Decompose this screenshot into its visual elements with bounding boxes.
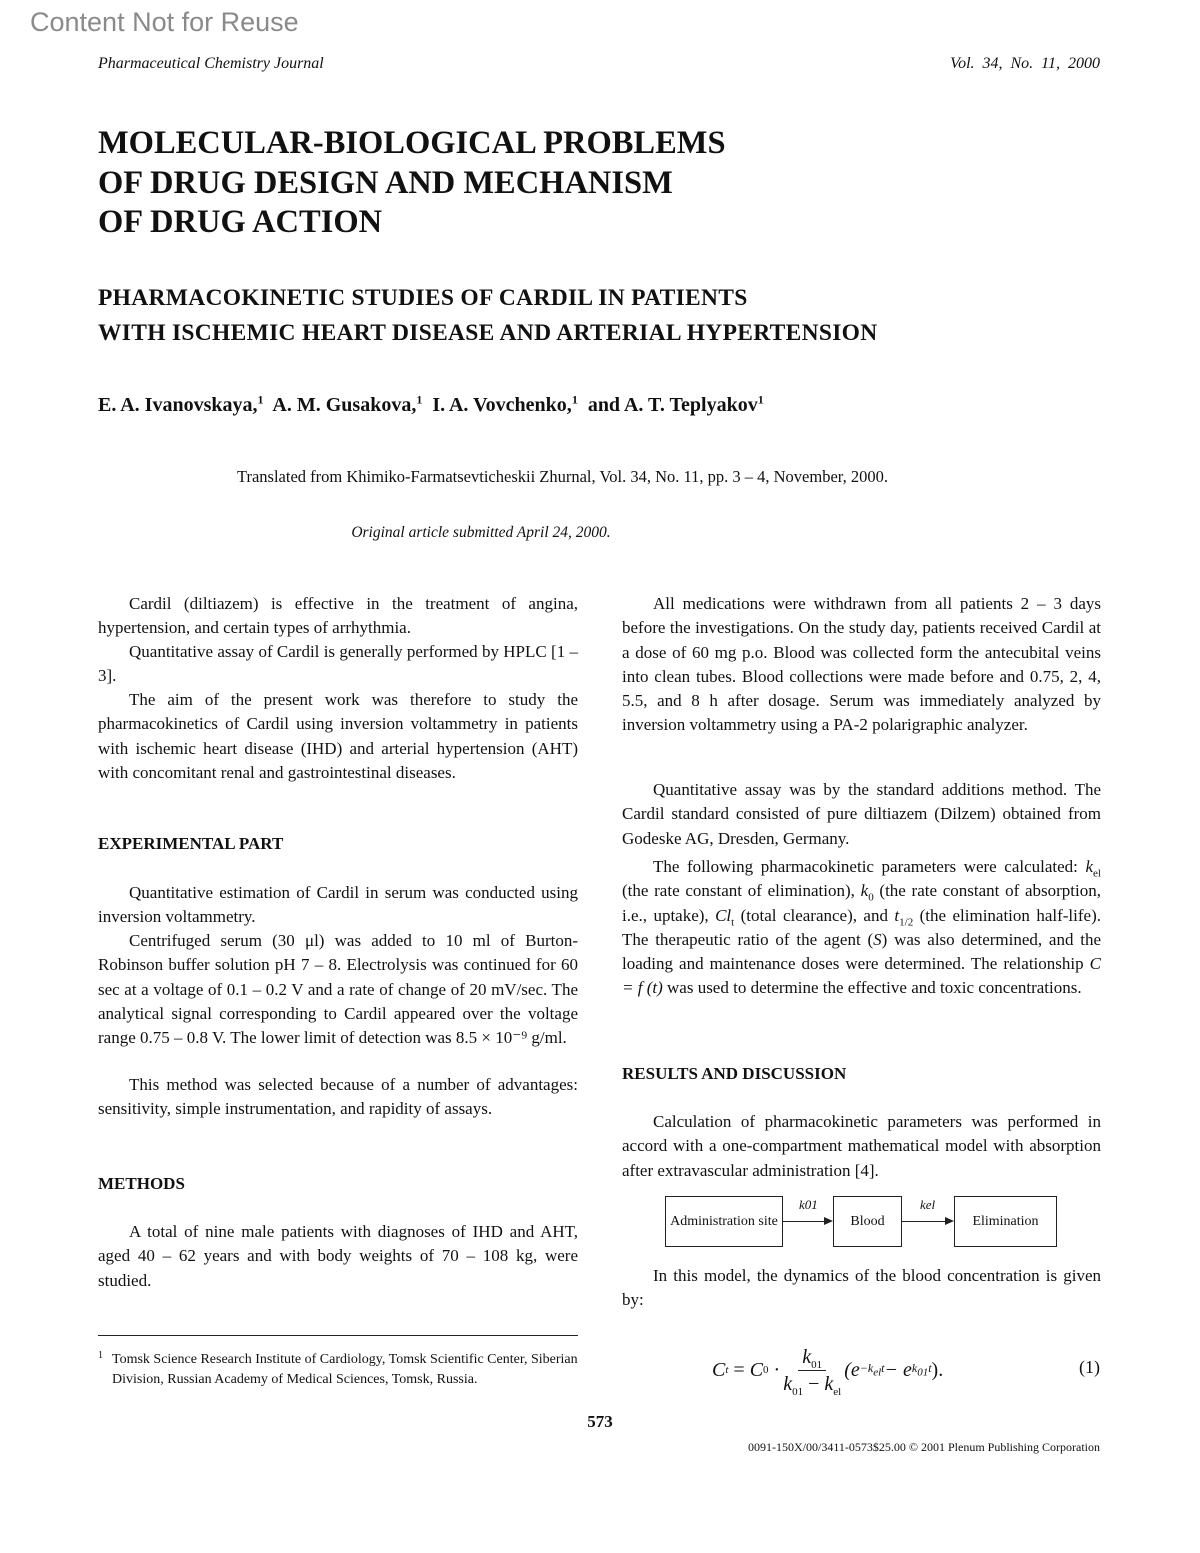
paragraph: This method was selected because of a number of advantages: sensitivity, simple instrumentation, and rapidity of assays. bbox=[98, 1075, 578, 1119]
math: t bbox=[881, 1360, 885, 1375]
paragraph: A total of nine male patients with diagnoses of IHD and AHT, aged 40 – 62 years and with body weights of 70 – 108 kg, were studied. bbox=[98, 1222, 578, 1290]
arrow-icon bbox=[902, 1221, 952, 1222]
submission-note: Original article submitted April 24, 2000. bbox=[351, 524, 611, 541]
paragraph: Cardil (diltiazem) is effective in the treatment of angina, hypertension, and certain types of arrhythmia. bbox=[98, 594, 578, 638]
diagram-box-blood: Blood bbox=[833, 1196, 902, 1247]
math: 01 bbox=[917, 1366, 929, 1379]
author: I. A. Vovchenko, bbox=[432, 394, 572, 416]
section-heading: METHODS bbox=[98, 1174, 185, 1193]
text: (the elimination half-life). The therapeutic ratio of the agent ( bbox=[622, 905, 1101, 949]
affiliation-mark: 1 bbox=[257, 392, 264, 407]
paragraph: The aim of the present work was therefore to study the pharmacokinetics of Cardil using inversion voltammetry in patients with ischemic heart disease (IHD) and arterial hypertension (AHT) with concomitant renal and gastrointestinal diseases. bbox=[98, 690, 578, 782]
math: C = f (t) bbox=[622, 954, 1101, 998]
math: C bbox=[712, 1358, 726, 1381]
affiliation-mark: 1 bbox=[416, 392, 423, 407]
copyright: 0091-150X/00/3411-0573$25.00 © 2001 Plenum Publishing Corporation bbox=[747, 1440, 1100, 1454]
footnote: 1 Tomsk Science Research Institute of Cardiology, Tomsk Scientific Center, Siberian Division, Russian Academy of Medical Sciences, Tomsk, Russia. bbox=[98, 1350, 578, 1387]
math: ). bbox=[931, 1358, 944, 1381]
paragraph: Quantitative assay was by the standard additions method. The Cardil standard consisted of pure diltiazem (Dilzem) obtained from Godeske AG, Dresden, Germany. bbox=[622, 780, 1101, 848]
math: Cl bbox=[715, 905, 732, 925]
math: 1/2 bbox=[899, 915, 914, 928]
journal-name: Pharmaceutical Chemistry Journal bbox=[98, 55, 324, 72]
paragraph: Centrifuged serum (30 μl) was added to 10 ml of Burton-Robinson buffer solution pH 7 – 8. Electrolysis was continued for 60 sec at a voltage of 0.1 – 0.2 V and a rate of change of 20 mV/sec. The analytical signal corresponding to Cardil appeared over the voltage range 0.75 – 0.8 V. The lower limit of detection was 8.5 × 10⁻⁹ g/ml. bbox=[98, 931, 578, 1048]
text: was used to determine the effective and toxic concentrations. bbox=[662, 978, 1082, 998]
math: t bbox=[894, 905, 900, 925]
math: k bbox=[824, 1372, 834, 1395]
author: E. A. Ivanovskaya, bbox=[98, 394, 258, 416]
section-title bbox=[98, 124, 726, 243]
math: (e bbox=[844, 1358, 860, 1381]
math: 0 bbox=[868, 891, 874, 904]
volume-info: Vol. 34, No. 11, 2000 bbox=[950, 55, 1100, 72]
section-title-line: OF DRUG ACTION bbox=[98, 204, 383, 240]
paragraph: Quantitative estimation of Cardil in serum was conducted using inversion voltammetry. bbox=[98, 883, 578, 927]
math: t bbox=[928, 1360, 932, 1375]
authors bbox=[98, 394, 764, 417]
arrow-icon bbox=[783, 1221, 831, 1222]
fraction: $k_{01}$ $k_{01} - k_{el}$ bbox=[783, 1345, 842, 1398]
equation-number: (1) bbox=[1079, 1357, 1100, 1377]
affiliation-mark: 1 bbox=[571, 392, 578, 407]
math: el bbox=[1093, 867, 1101, 880]
section-heading: RESULTS AND DISCUSSION bbox=[622, 1064, 847, 1083]
math: S bbox=[873, 929, 882, 949]
footnote-text: Tomsk Science Research Institute of Cardiology, Tomsk Scientific Center, Siberian Division, Russian Academy of Medical Sciences, Tomsk, Russia. bbox=[112, 1352, 578, 1387]
text: (the rate constant of elimination), bbox=[622, 881, 861, 901]
author: A. M. Gusakova, bbox=[272, 394, 417, 416]
article-title-line: WITH ISCHEMIC HEART DISEASE AND ARTERIAL HYPERTENSION bbox=[98, 320, 878, 346]
text: ) was also determined, and the loading and maintenance doses were determined. The relationship bbox=[622, 929, 1102, 974]
rate-label: kel bbox=[920, 1197, 936, 1212]
equation-1: C t = C 0 · $k_{01}$ $k_{01} - k_{el}$ (e $-k_{el}t$ − e $k_{01}t$ ). bbox=[712, 1345, 944, 1398]
paragraph: Quantitative assay of Cardil is generally performed by HPLC [1 – 3]. bbox=[98, 642, 578, 686]
section-heading: EXPERIMENTAL PART bbox=[98, 834, 284, 853]
math: t bbox=[731, 915, 735, 928]
text: The following pharmacokinetic parameters were calculated: bbox=[653, 857, 1086, 876]
text: (total clearance), and bbox=[734, 905, 895, 925]
watermark: Content Not for Reuse bbox=[30, 7, 299, 37]
math: − e bbox=[884, 1358, 912, 1381]
section-title-line: OF DRUG DESIGN AND MECHANISM bbox=[98, 164, 673, 201]
math: el bbox=[833, 1385, 842, 1398]
math: k bbox=[860, 881, 869, 901]
author: and A. T. Teplyakov bbox=[587, 394, 758, 416]
math: k bbox=[911, 1360, 918, 1375]
article-title bbox=[98, 281, 878, 351]
diagram-box-elimination: Elimination bbox=[954, 1196, 1057, 1247]
translation-note: Translated from Khimiko-Farmatsevticheskii Zhurnal, Vol. 34, No. 11, pp. 3 – 4, November, 2000. bbox=[236, 467, 889, 486]
math: k bbox=[802, 1345, 812, 1368]
text: (the rate constant of absorption, i.e., uptake), bbox=[622, 881, 1101, 925]
footnote-rule bbox=[98, 1335, 578, 1336]
affiliation-mark: 1 bbox=[757, 392, 764, 407]
article-title-line: PHARMACOKINETIC STUDIES OF CARDIL IN PATIENTS bbox=[98, 285, 748, 311]
math: el bbox=[873, 1366, 882, 1379]
math: 01 bbox=[792, 1385, 804, 1398]
math: −k bbox=[859, 1360, 874, 1375]
paragraph: Calculation of pharmacokinetic parameters was performed in accord with a one-compartment mathematical model with absorption after extravascular administration [4]. bbox=[622, 1112, 1101, 1180]
math: k bbox=[783, 1372, 793, 1395]
section-title-line: MOLECULAR-BIOLOGICAL PROBLEMS bbox=[98, 125, 726, 161]
paragraph: In this model, the dynamics of the blood concentration is given by: bbox=[622, 1266, 1101, 1310]
math: C bbox=[749, 1358, 764, 1381]
page-number: 573 bbox=[587, 1412, 613, 1431]
diagram-box-administration: Administration site bbox=[665, 1196, 783, 1247]
paragraph: All medications were withdrawn from all patients 2 – 3 days before the investigations. On the study day, patients received Cardil at a dose of 60 mg p.o. Blood was collected form the antecubital veins into clean tubes. Blood collections were made before and 0.75, 2, 4, 5.5, and 8 h after dosage. Serum was immediately analyzed by inversion voltammetry using a PA-2 polarigraphic analyzer. bbox=[622, 594, 1101, 735]
rate-label: k01 bbox=[799, 1197, 818, 1212]
math: 01 bbox=[811, 1358, 823, 1371]
math: k bbox=[1085, 857, 1094, 876]
paragraph bbox=[622, 855, 1101, 1001]
